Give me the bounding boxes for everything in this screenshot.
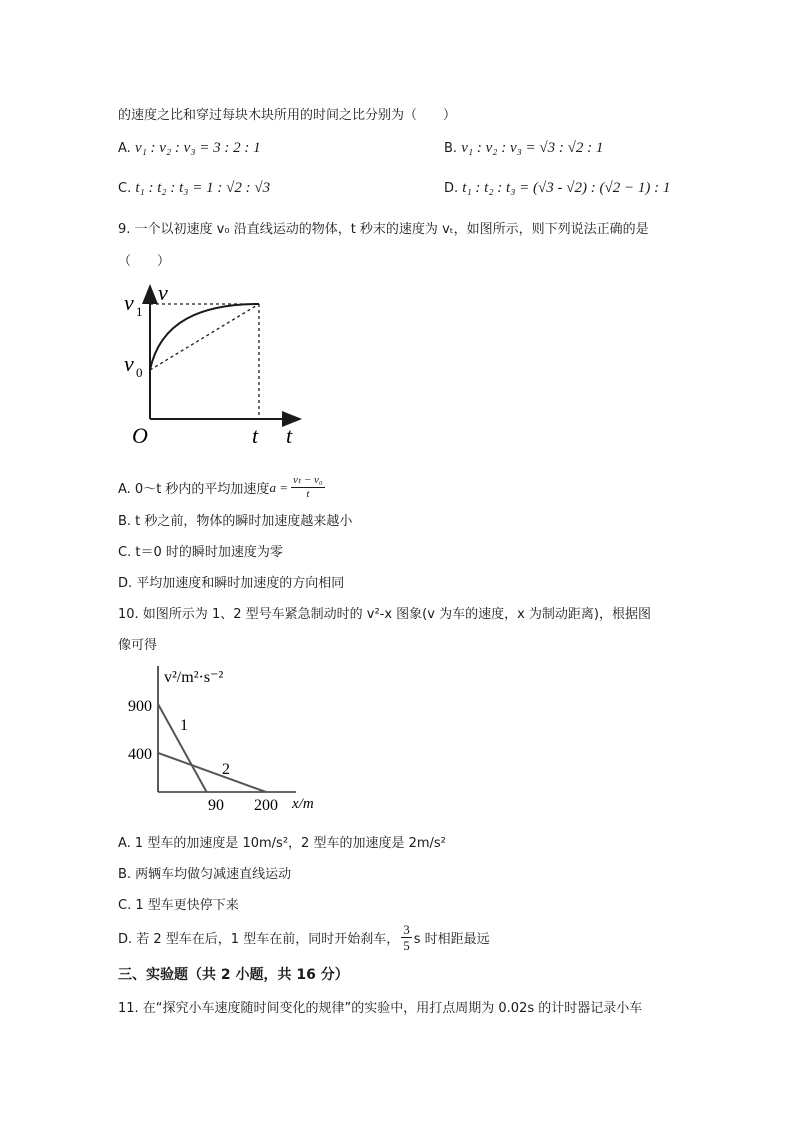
q8-stem-tail: 的速度之比和穿过每块木块所用的时间之比分别为（ ）: [118, 108, 457, 123]
q9-option-b: B. t 秒之前，物体的瞬时加速度越来越小: [118, 514, 353, 529]
q10-option-a: A. 1 型车的加速度是 10m/s²，2 型车的加速度是 2m/s²: [118, 836, 446, 851]
q10-option-d-suffix: s 时相距最远: [413, 932, 490, 947]
q9-option-a-numerator: vₜ − v₀: [292, 474, 323, 486]
q9-option-d: D. 平均加速度和瞬时加速度的方向相同: [118, 576, 345, 591]
q10-stem-line2: 像可得: [118, 638, 158, 653]
q9-option-a-denominator: t: [306, 488, 310, 500]
q10-x-tick-90: 90: [208, 797, 224, 814]
q8-option-c-letter: C.: [118, 181, 132, 196]
q8-option-a-expr: v₁ : v₂ : v₃ = 3 : 2 : 1: [134, 140, 261, 156]
q8-option-b: [444, 140, 603, 157]
q10-option-c: C. 1 型车更快停下来: [118, 898, 239, 913]
q9-v0-subscript: 0: [136, 365, 143, 380]
q10-y-tick-900: 900: [128, 698, 152, 715]
q9-origin-label: O: [132, 423, 148, 448]
q10-option-d-numerator: 3: [403, 922, 410, 937]
q8-option-b-expr: v₁ : v₂ : v₃ = √3 : √2 : 1: [461, 140, 604, 156]
q10-y-axis-label: v²/m²·s⁻²: [164, 669, 224, 686]
q9-option-a-lhs: a =: [269, 479, 288, 495]
q9-option-a: [118, 474, 325, 501]
q8-option-a-letter: A.: [118, 141, 131, 156]
section-3-heading: 三、实验题（共 2 小题，共 16 分）: [118, 967, 349, 983]
q9-vt-graph: [118, 280, 318, 450]
q9-option-a-text: A. 0～t 秒内的平均加速度: [118, 482, 270, 497]
q9-chord-dashed-line: [150, 304, 259, 370]
q10-option-d-denominator: 5: [403, 938, 410, 953]
q9-option-a-fraction: [291, 474, 325, 501]
q8-option-d-letter: D.: [444, 181, 459, 196]
q9-v-axis-label: v: [158, 280, 168, 305]
q11-stem-line1: 11. 在“探究小车速度随时间变化的规律”的实验中，用打点周期为 0.02s 的计时器记录小车: [118, 1001, 643, 1016]
q10-series-2-line: [158, 753, 266, 792]
q10-option-b: B. 两辆车均做匀减速直线运动: [118, 867, 292, 882]
q10-y-tick-400: 400: [128, 746, 152, 763]
q10-series-2-label: 2: [222, 761, 230, 778]
q10-x-tick-200: 200: [254, 797, 278, 814]
q9-stem-line2: （ ）: [118, 254, 171, 269]
q8-option-c-expr: t₁ : t₂ : t₃ = 1 : √2 : √3: [135, 180, 271, 196]
q9-option-c: C. t＝0 时的瞬时加速度为零: [118, 545, 283, 560]
q9-v1-subscript: 1: [136, 304, 143, 319]
q10-stem-line1: 10. 如图所示为 1、2 型号车紧急制动时的 v²-x 图象(v 为车的速度，x 为制动距离)，根据图: [118, 607, 651, 622]
q9-stem-line1: 9. 一个以初速度 v₀ 沿直线运动的物体，t 秒末的速度为 vₜ，如图所示，则下列说法正确的是: [118, 222, 649, 237]
q10-option-d: [118, 922, 490, 953]
q8-option-d-expr: t₁ : t₂ : t₃ = (√3 - √2) : (√2 − 1) : 1: [462, 180, 671, 196]
q8-option-a: [118, 140, 261, 157]
q10-option-d-prefix: D. 若 2 型车在后，1 型车在前，同时开始刹车，: [118, 932, 400, 947]
q8-option-b-letter: B.: [444, 141, 458, 156]
q9-t-tick-label: t: [252, 423, 259, 448]
q9-v1-label: v: [124, 290, 134, 315]
q10-v2x-chart: [118, 662, 338, 822]
q10-option-d-fraction: [401, 922, 412, 953]
q10-series-1-label: 1: [180, 717, 188, 734]
q9-v0-label: v: [124, 351, 134, 376]
q10-x-axis-label: x/m: [292, 796, 314, 812]
q8-option-c: [118, 180, 270, 197]
q8-option-d: [444, 180, 670, 197]
q9-t-axis-label: t: [286, 423, 293, 448]
